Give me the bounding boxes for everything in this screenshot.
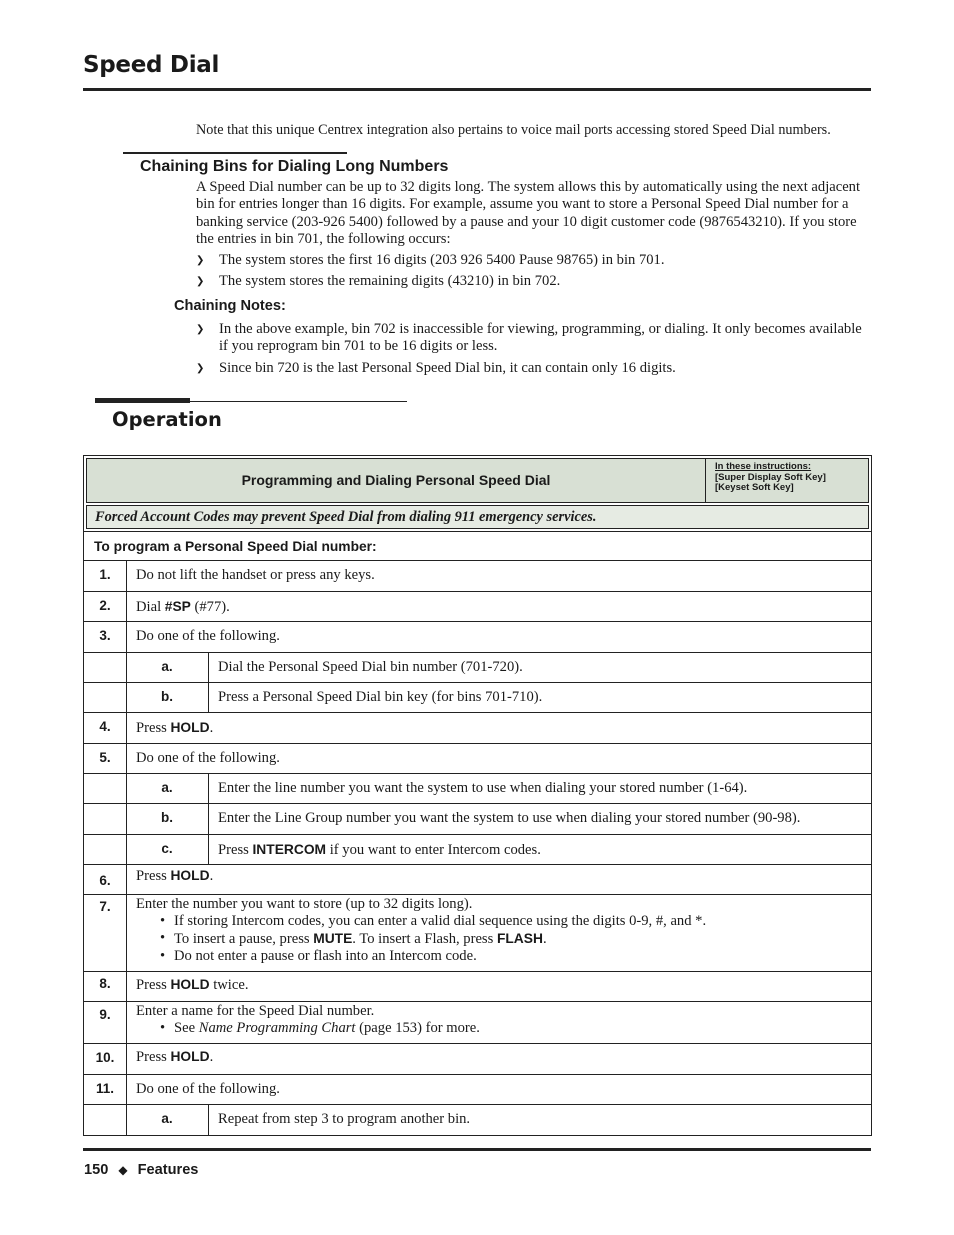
substep-letter: a. [126,774,209,803]
key-label: HOLD [170,868,210,883]
step-text: Do one of the following. [136,1081,280,1097]
list-item: ❯ The system stores the first 16 digits (203 926 5400 Pause 98765) in bin 701. [196,252,665,268]
warning-row [86,505,869,529]
key-label: #SP [164,599,191,614]
step-number: 1. [84,561,127,591]
table-row [84,1002,871,1044]
section-rule [123,152,347,154]
cross-reference-link: Name Programming Chart [198,1020,356,1036]
arrow-bullet-icon: ❯ [196,276,205,288]
table-row [84,592,871,622]
substep-letter: b. [126,804,209,834]
diamond-icon: ◆ [118,1163,128,1177]
page-title: Speed Dial [83,52,220,78]
substep-text: Dial the Personal Speed Dial bin number (701-720). [218,659,523,675]
step-text: Press HOLD twice. [136,977,249,993]
page-footer [84,1162,198,1178]
table-row [84,804,871,835]
footer-section: Features [137,1162,199,1178]
table-row [84,622,871,653]
arrow-bullet-icon: ❯ [196,255,205,266]
instructions-legend: In these instructions: [Super Display Soft Key] [Keyset Soft Key] [715,461,826,493]
table-row [84,1044,871,1075]
list-item: • If storing Intercom codes, you can enter a valid dial sequence using the digits 0-9, #, and *. [136,913,861,930]
table-row [84,972,871,1002]
header-rule [83,88,871,91]
list-item: ❯ In the above example, bin 702 is inaccessible for viewing, programming, or dialing. It only becomes available if you reprogram bin 701 to be 16 digits or less. [196,321,862,355]
step-text: Press HOLD. [136,1049,214,1065]
chaining-bullet-list [196,252,866,295]
chaining-notes-heading: Chaining Notes: [174,298,286,314]
key-label: FLASH [496,931,543,946]
step-number: 8. [84,972,127,1001]
substep-letter: a. [126,653,209,682]
intro-note: Note that this unique Centrex integration also pertains to voice mail ports accessing stored Speed Dial numbers. [196,122,831,138]
step-number: 2. [84,592,127,621]
chaining-notes-list [196,321,866,381]
substep-letter: a. [126,1105,209,1135]
step-text: Enter the number you want to store (up to 32 digits long). • If storing Intercom codes, you can enter a valid dial sequence using the digits 0-9, #, and *. • To insert a pause, press MUTE. To insert a Flash, press FLASH. • Do not enter a pause or flash into an Intercom code. [136,896,861,965]
table-title: Programming and Dialing Personal Speed Dial [241,472,551,488]
substep-text: Press a Personal Speed Dial bin key (for bins 701-710). [218,689,543,705]
arrow-bullet-icon: ❯ [196,324,205,335]
step-number: 9. [84,1002,127,1043]
table-row [84,895,871,972]
substep-text: Enter the line number you want the system to use when dialing your stored number (1-64). [218,780,748,796]
step-number: 11. [84,1075,127,1104]
table-header [86,458,869,503]
step-number: 6. [84,865,127,894]
table-row [84,653,871,683]
procedure-subheading: To program a Personal Speed Dial number: [94,539,377,554]
procedure-subheading-row [84,531,871,561]
step-text: Press HOLD. [136,720,214,736]
step-number: 7. [84,895,127,971]
list-item: ❯ The system stores the remaining digits (43210) in bin 702. [196,273,561,290]
warning-text: Forced Account Codes may prevent Speed Dial from dialing 911 emergency services. [95,509,597,525]
operation-heading: Operation [112,408,222,431]
table-row [84,835,871,865]
substep-letter: c. [126,835,209,864]
table-row [84,561,871,592]
table-row [84,1075,871,1105]
arrow-bullet-icon: ❯ [196,362,205,374]
chaining-heading: Chaining Bins for Dialing Long Numbers [140,158,449,175]
list-item: • Do not enter a pause or flash into an Intercom code. [136,948,861,965]
step-number: 5. [84,744,127,773]
footer-rule [83,1148,871,1151]
list-item: ❯ Since bin 720 is the last Personal Speed Dial bin, it can contain only 16 digits. [196,359,676,376]
step-text: Do one of the following. [136,628,280,644]
step-number: 4. [84,713,127,743]
key-label: HOLD [170,1049,210,1064]
table-row [84,713,871,744]
substep-text: Press INTERCOM if you want to enter Intercom codes. [218,842,541,858]
step-text: Dial #SP (#77). [136,599,230,615]
step-number: 3. [84,622,127,652]
table-row [84,744,871,774]
substep-letter: b. [126,683,209,712]
key-label: HOLD [170,720,210,735]
step-text: Do one of the following. [136,750,280,766]
step-number: 10. [84,1044,127,1074]
table-row [84,865,871,895]
table-row [84,683,871,713]
key-label: MUTE [313,931,353,946]
list-item: • See Name Programming Chart (page 153) for more. [136,1020,861,1037]
step-text: Do not lift the handset or press any keys. [136,567,375,583]
procedure-table [83,455,872,1136]
key-label: HOLD [170,977,210,992]
substep-text: Enter the Line Group number you want the system to use when dialing your stored number (90-98). [218,810,801,826]
page-number: 150 [84,1162,109,1178]
key-label: INTERCOM [252,842,327,857]
step-text: Press HOLD. [136,868,214,884]
substep-text: Repeat from step 3 to program another bin. [218,1111,471,1127]
step-text: Enter a name for the Speed Dial number. • See Name Programming Chart (page 153) for more. [136,1003,861,1037]
list-item: • To insert a pause, press MUTE. To insert a Flash, press FLASH. [136,930,861,948]
table-row [84,1105,871,1135]
table-row [84,774,871,804]
operation-rule-thin [95,401,407,402]
chaining-body: A Speed Dial number can be up to 32 digits long. The system allows this by automatically using the next adjacent bin for entries longer than 16 digits. For example, assume you want to store a Personal Speed Dial number for a banking service (203-926 5400) followed by a pause and your 10 digit customer code (9876543210). If you store the entries in bin 701, the following occurs: [196,179,861,247]
